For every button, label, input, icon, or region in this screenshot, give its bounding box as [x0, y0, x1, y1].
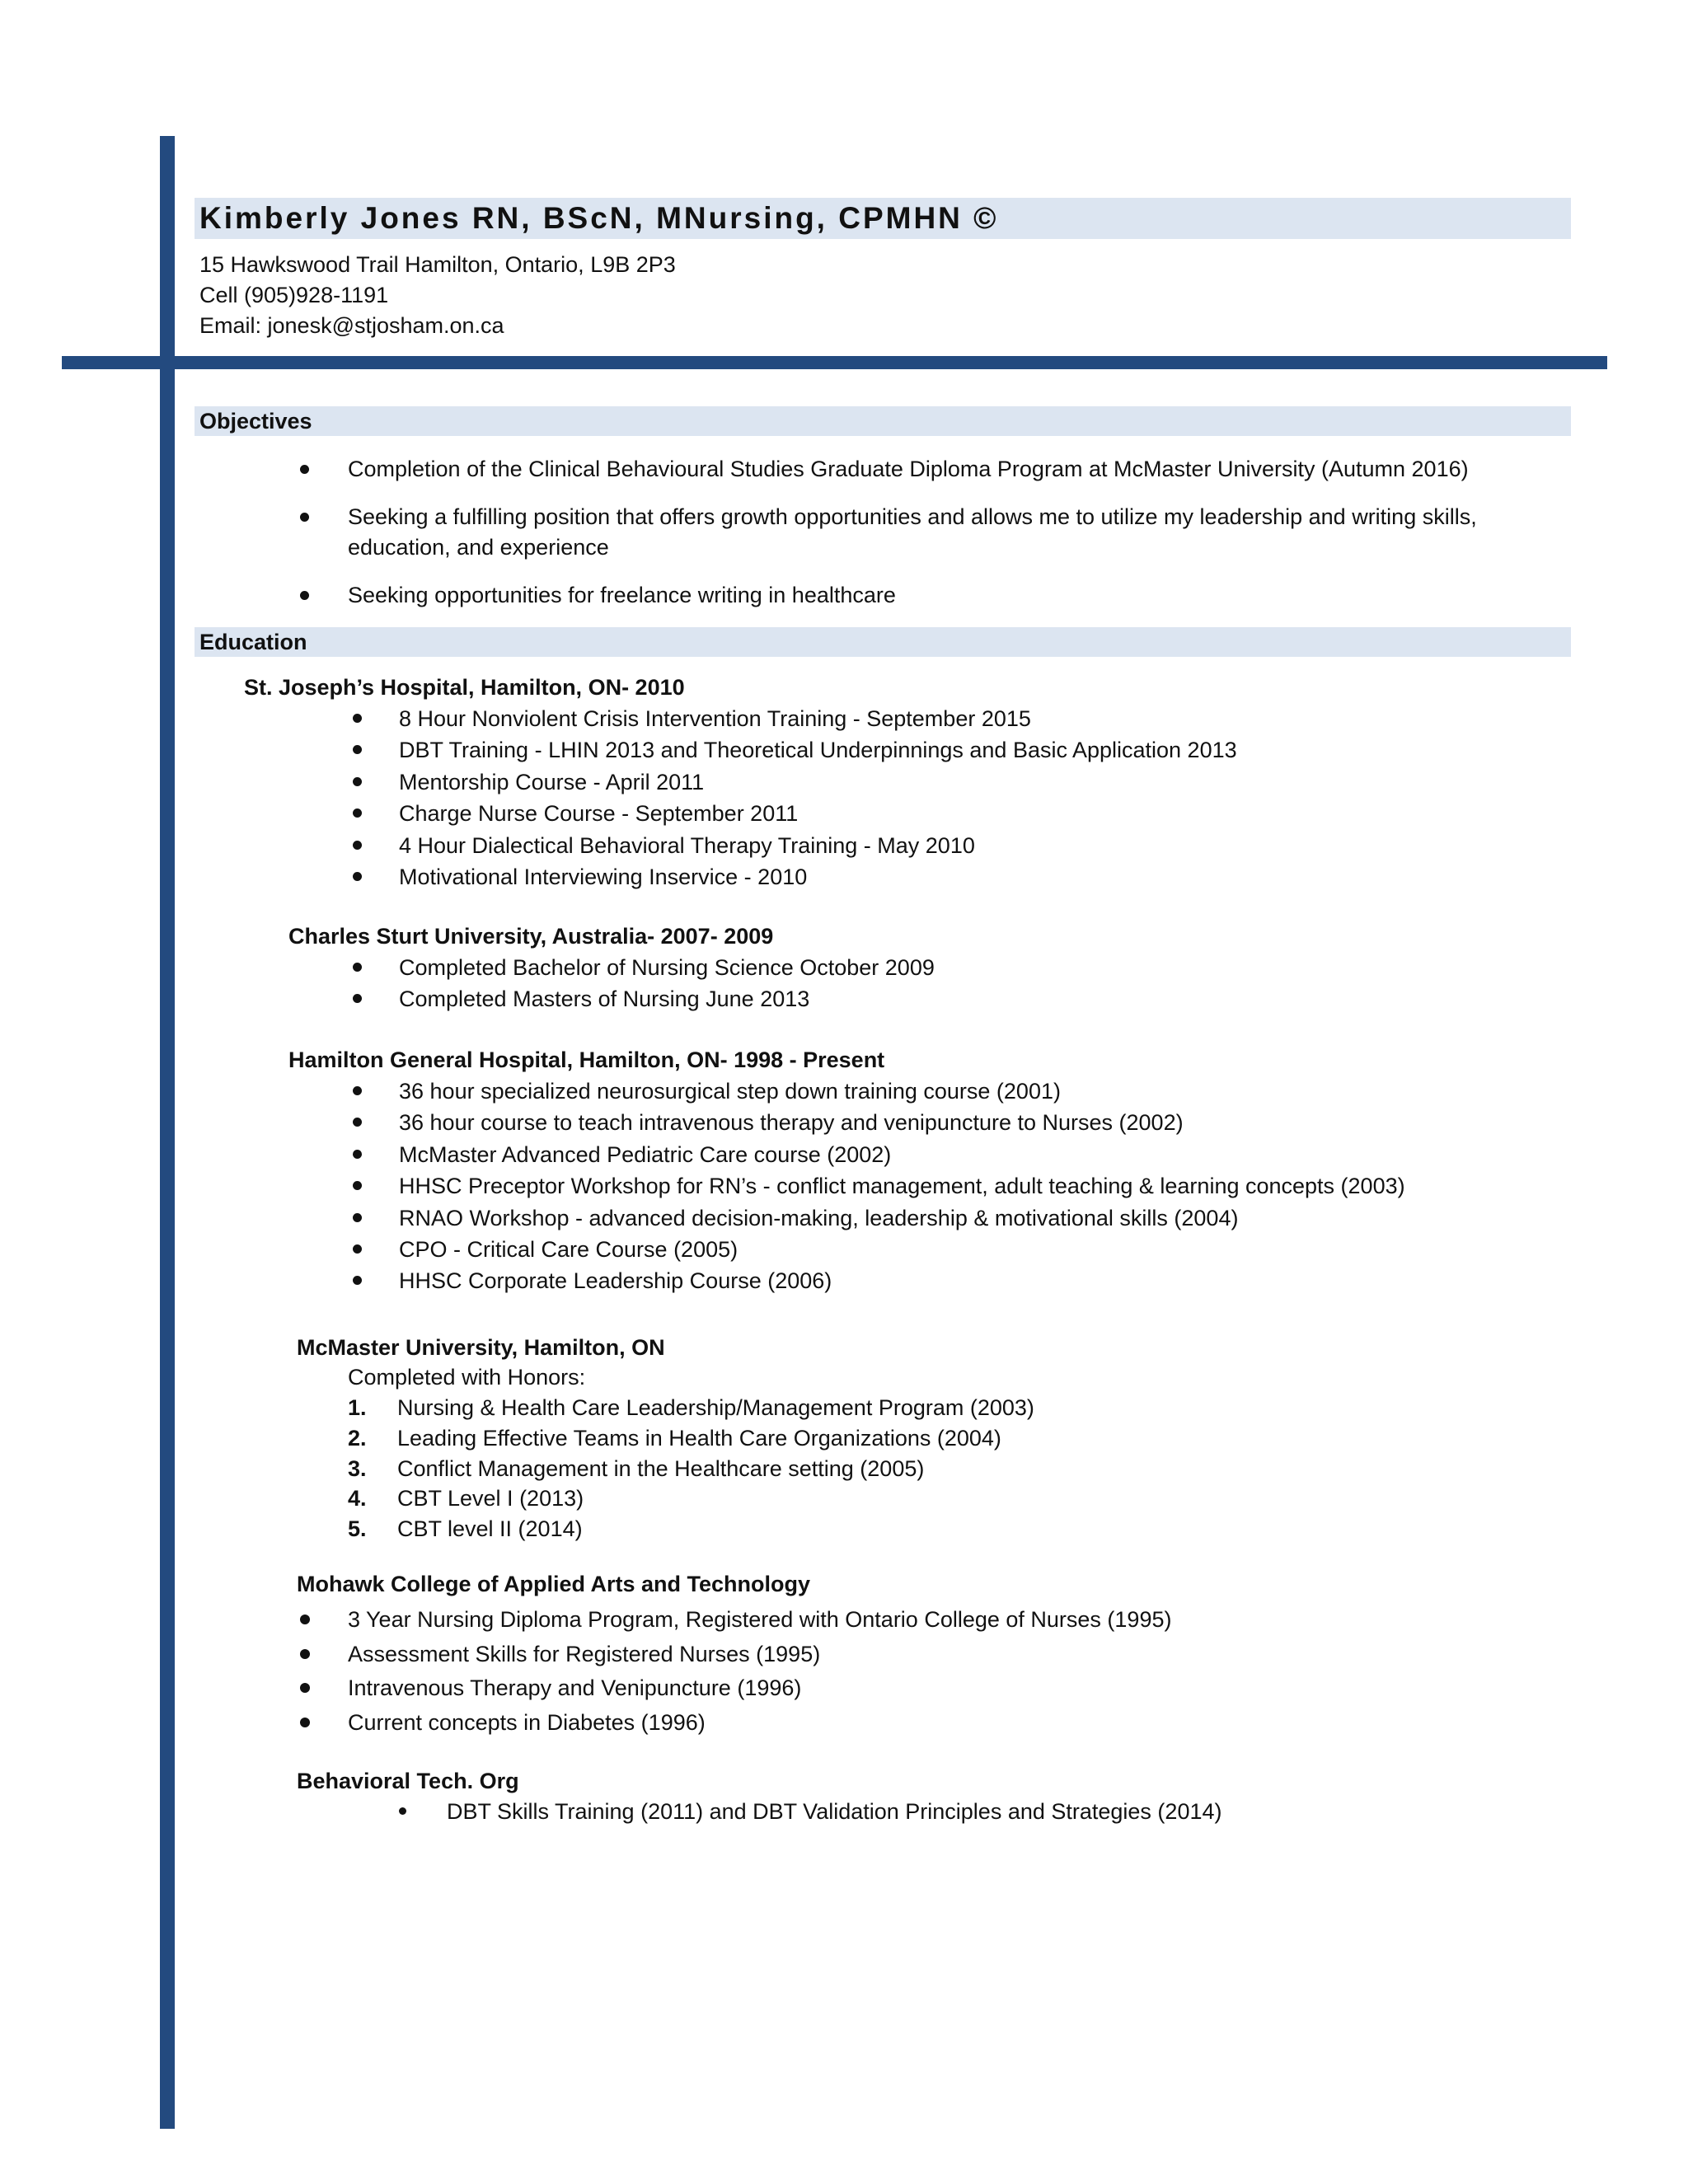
bullet-icon [353, 777, 362, 786]
list-item: 4. CBT Level I (2013) [348, 1486, 584, 1511]
bullet-icon [353, 1118, 362, 1127]
list-item: Charge Nurse Course - September 2011 [298, 798, 1237, 829]
list-item: DBT Skills Training (2011) and DBT Validation Principles and Strategies (2014) [397, 1797, 1221, 1826]
list-item: Completed Masters of Nursing June 2013 [298, 983, 935, 1015]
candidate-name: Kimberly Jones RN, BScN, MNursing, CPMHN © [199, 201, 999, 235]
objectives-title: Objectives [199, 409, 312, 434]
bullet-icon [300, 465, 309, 474]
address: 15 Hawkswood Trail Hamilton, Ontario, L9B 2P3 [199, 252, 676, 277]
bullet-icon [353, 714, 362, 723]
bullet-icon [399, 1807, 406, 1815]
bullet-icon [353, 745, 362, 754]
list-item: Intravenous Therapy and Venipuncture (1996) [298, 1671, 1171, 1706]
list-item: Current concepts in Diabetes (1996) [298, 1706, 1171, 1741]
bullet-icon [300, 1649, 310, 1659]
list-item: Motivational Interviewing Inservice - 2010 [298, 861, 1237, 893]
email: Email: jonesk@stjosham.on.ca [199, 313, 504, 338]
list-item: Assessment Skills for Registered Nurses (1995) [298, 1638, 1171, 1672]
list-item: Mentorship Course - April 2011 [298, 766, 1237, 798]
institution-heading-st-josephs: St. Joseph’s Hospital, Hamilton, ON- 2010 [244, 675, 685, 700]
bullet-icon [300, 513, 309, 522]
bullet-icon [353, 1276, 362, 1285]
list-item: 8 Hour Nonviolent Crisis Intervention Training - September 2015 [298, 703, 1237, 734]
list-item: 4 Hour Dialectical Behavioral Therapy Training - May 2010 [298, 830, 1237, 861]
list-item: Completion of the Clinical Behavioural Studies Graduate Diploma Program at McMaster University (Autumn 2016) [298, 454, 1584, 485]
list-item: HHSC Corporate Leadership Course (2006) [298, 1265, 1405, 1296]
list-item: Completed Bachelor of Nursing Science October 2009 [298, 952, 935, 983]
list-item: CPO - Critical Care Course (2005) [298, 1234, 1405, 1265]
list-item: 36 hour specialized neurosurgical step down training course (2001) [298, 1076, 1405, 1107]
bullet-icon [353, 1244, 362, 1254]
bullet-icon [353, 841, 362, 850]
objectives-band [195, 406, 1571, 436]
bullet-icon [353, 1150, 362, 1159]
list-item: 3 Year Nursing Diploma Program, Registered with Ontario College of Nurses (1995) [298, 1603, 1171, 1638]
mohawk-list [298, 1603, 1171, 1740]
institution-heading-mcmaster: McMaster University, Hamilton, ON [297, 1335, 665, 1360]
hamilton-general-list [298, 1076, 1405, 1297]
list-item: McMaster Advanced Pediatric Care course (2002) [298, 1139, 1405, 1170]
education-band [195, 627, 1571, 657]
institution-heading-mohawk: Mohawk College of Applied Arts and Technology [297, 1572, 811, 1596]
horizontal-accent-bar [62, 356, 1607, 369]
bullet-icon [353, 1181, 362, 1190]
bullet-icon [353, 994, 362, 1003]
list-item: 1. Nursing & Health Care Leadership/Management Program (2003) [348, 1395, 1034, 1420]
bullet-icon [353, 963, 362, 972]
vertical-accent-bar [160, 136, 175, 2129]
bullet-icon [353, 808, 362, 818]
list-item: HHSC Preceptor Workshop for RN’s - conflict management, adult teaching & learning concepts (2003) [298, 1170, 1405, 1202]
list-item: RNAO Workshop - advanced decision-making, leadership & motivational skills (2004) [298, 1202, 1405, 1234]
cell-phone: Cell (905)928-1191 [199, 283, 389, 307]
bullet-icon [353, 872, 362, 881]
list-item: Seeking opportunities for freelance writing in healthcare [298, 580, 1584, 611]
behavioral-tech-list [397, 1797, 1221, 1826]
charles-sturt-list [298, 952, 935, 1015]
institution-heading-charles-sturt: Charles Sturt University, Australia- 2007- 2009 [288, 924, 774, 949]
institution-heading-behavioral-tech: Behavioral Tech. Org [297, 1769, 519, 1793]
st-josephs-list [298, 703, 1237, 893]
education-title: Education [199, 630, 307, 654]
list-item: 3. Conflict Management in the Healthcare setting (2005) [348, 1455, 925, 1481]
contact-block [199, 250, 676, 341]
bullet-icon [353, 1213, 362, 1222]
bullet-icon [300, 591, 309, 600]
list-item: 36 hour course to teach intravenous therapy and venipuncture to Nurses (2002) [298, 1107, 1405, 1138]
bullet-icon [300, 1615, 310, 1624]
objectives-list [298, 454, 1584, 628]
mcmaster-subheading: Completed with Honors: [348, 1365, 586, 1390]
bullet-icon [353, 1086, 362, 1095]
list-item: 2. Leading Effective Teams in Health Care Organizations (2004) [348, 1425, 1001, 1451]
bullet-icon [300, 1683, 310, 1693]
list-item: Seeking a fulfilling position that offers growth opportunities and allows me to utilize my leadership and writing skills, education, and experience [298, 502, 1584, 563]
list-item: 5. CBT level II (2014) [348, 1516, 583, 1542]
mcmaster-list [348, 1393, 1034, 1544]
institution-heading-hamilton-general: Hamilton General Hospital, Hamilton, ON- 1998 - Present [288, 1047, 885, 1072]
list-item: DBT Training - LHIN 2013 and Theoretical Underpinnings and Basic Application 2013 [298, 734, 1237, 766]
bullet-icon [300, 1718, 310, 1727]
